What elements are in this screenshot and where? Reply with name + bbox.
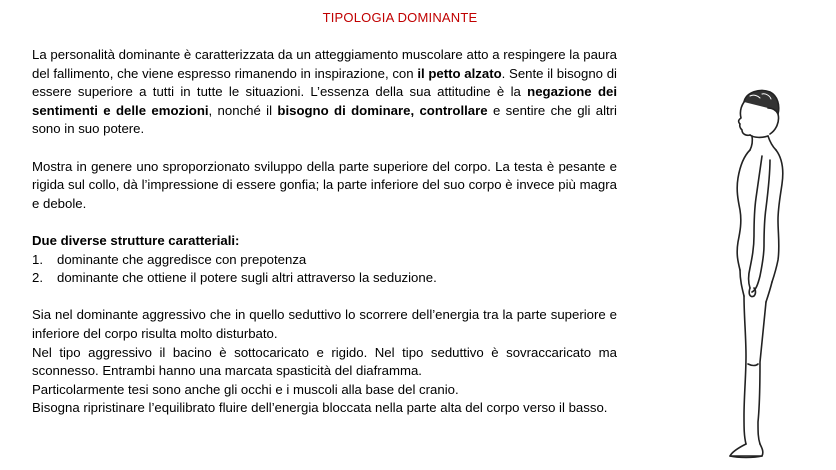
list-item: [32, 269, 617, 288]
intro-bold-3: bisogno di dominare, controllare: [277, 102, 488, 118]
list-item: [32, 251, 617, 270]
list-text: dominante che ottiene il potere sugli altri attraverso la seduzione.: [57, 270, 437, 286]
paragraph-restore: Bisogna ripristinare l’equilibrato fluire dell’energia bloccata nella parte alta del corpo verso il basso.: [32, 400, 608, 416]
intro-bold-1: il petto alzato: [417, 65, 502, 81]
list-number: 1.: [32, 251, 43, 267]
spacer: [32, 213, 617, 232]
paragraph-tension: Particolarmente tesi sono anche gli occhi e i muscoli alla base del cranio.: [32, 381, 459, 397]
intro-text-1: La personalità dominante è caratterizzata da un atteggiamento muscolare atto a respingere la paura del fallimento, che viene espresso rimanendo in inspirazione, con: [32, 47, 617, 81]
list-number: 2.: [32, 270, 43, 286]
intro-text-2: . Sente il bisogno di essere superiore a tutti in tutte le situazioni. L’essenza della sua attitudine è la: [32, 65, 617, 100]
paragraph-types: Nel tipo aggressivo il bacino è sottocaricato e rigido. Nel tipo seduttivo è sovraccaricato ma sconnesso. Entrambi hanno una marcata spasticità del diaframma.: [32, 344, 617, 379]
intro-text-4: e sentire che gli altri sono in suo potere.: [32, 102, 617, 137]
paragraph-intro: [32, 46, 617, 139]
page-title: TIPOLOGIA DOMINANTE: [322, 10, 478, 25]
paragraph-energy: Sia nel dominante aggressivo che in quello seduttivo lo scorrere dell’energia tra la parte superiore e inferiore del corpo risulta molto disturbato.: [32, 307, 617, 341]
spacer: [32, 139, 617, 158]
intro-bold-2: negazione dei sentimenti e delle emozioni: [32, 84, 617, 118]
list-text: dominante che aggredisce con prepotenza: [57, 251, 307, 267]
structures-heading-text: Due diverse strutture caratteriali:: [32, 232, 240, 248]
paragraph-body: Mostra in genere uno sproporzionato sviluppo della parte superiore del corpo. La testa è pesante e rigida sul collo, dà l’impressione di essere gonfia; la parte inferiore del suo corpo è invece più magra e debole.: [32, 158, 617, 211]
standing-man-profile-icon: [678, 84, 828, 464]
intro-text-3: , nonché il: [208, 102, 278, 118]
spacer: [32, 288, 617, 307]
structures-heading: [32, 232, 617, 251]
body-text: [32, 46, 617, 418]
standing-man-illustration: [678, 84, 828, 464]
